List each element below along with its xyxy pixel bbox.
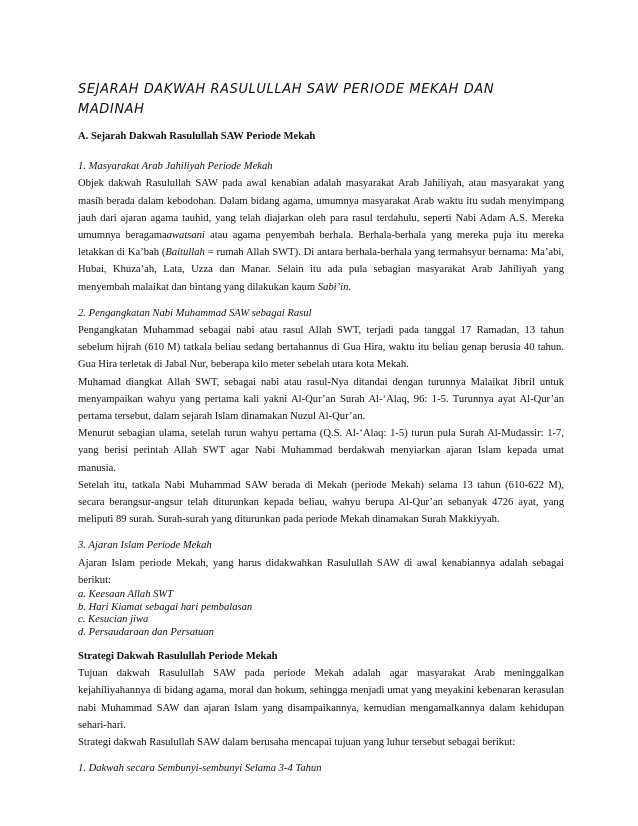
paragraph-strategi-1: Tujuan dakwah Rasulullah SAW pada periode Mekah adalah agar masyarakat Arab meninggalkan kejahiliyahannya di bidang agama, moral dan hokum, sehingga menjadi umat yang meyakini kebenaran kerasulan nabi Muhammad SAW dan ajaran Islam yang disampaikannya, kemudian mengamalkannya dalam kehidupan sehari-hari.: [78, 668, 564, 731]
text-run: Objek dakwah Rasulullah SAW pada awal kenabian adalah masyarakat Arab Jahiliyah, atau masyarakat yang masih berada dalam kebodohan. Dalam bidang agama, umumnya masyarakat Arab waktu itu sudah menyimpang jauh dari ajaran agama tauhid, yang telah diajarkan oleh para rasul terdahulu, seperti Nabi Adam A.S. Mereka umumnya beragama: [78, 178, 564, 242]
subsection-heading-4: 1. Dakwah secara Sembunyi-sembunyi Selama 3-4 Tahun: [78, 763, 322, 775]
subsection-heading-3: 3. Ajaran Islam Periode Mekah: [78, 540, 212, 552]
spacer: [78, 528, 564, 537]
list-item: d. Persaudaraan dan Persatuan: [78, 626, 214, 638]
term-baitullah: Baitullah: [165, 247, 205, 259]
term-awatsani: awatsani: [166, 230, 205, 242]
term-sabiin: Sabi’in: [317, 281, 349, 293]
paragraph-pengangkatan-1: Pengangkatan Muhammad sebagai nabi atau rasul Allah SWT, terjadi pada tanggal 17 Ramadan, 13 tahun sebelum hijrah (610 M) tatkala beliau sedang bertahannus di Gua Hira, waktu itu beliau genap berusia 40 tahun. Gua Hira terletak di Jabal Nur, beberapa kilo meter sebelah utara kota Mekah.: [78, 325, 564, 371]
document-title: SEJARAH DAKWAH RASULULLAH SAW PERIODE MEKAH DAN MADINAH: [78, 82, 495, 117]
paragraph-ajaran: Ajaran Islam periode Mekah, yang harus didakwahkan Rasulullah SAW di awal kenabiannya adalah sebagai berikut:: [78, 557, 564, 586]
text-run: .: [348, 281, 352, 293]
list-item: c. Kesucian jiwa: [78, 614, 149, 626]
spacer: [78, 751, 564, 760]
strategy-heading: Strategi Dakwah Rasulullah Periode Mekah: [78, 651, 278, 663]
paragraph-jahiliyah: [78, 175, 564, 295]
paragraph-pengangkatan-2: Muhamad diangkat Allah SWT, sebagai nabi atau rasul-Nya ditandai dengan turunnya Malaikat Jibril untuk menyampaikan wahyu yang pertama kali yakni Al-Qur’an Surah Al-‘Alaq, 96: 1-5. Turunnya ayat Al-Qur’an pertama tersebut, dalam sejarah Islam dinamakan Nuzul Al-Qur’an.: [78, 376, 564, 423]
list-item: b. Hari Kiamat sebagai hari pembalasan: [78, 601, 253, 613]
spacer: [78, 296, 564, 305]
section-heading-a: A. Sejarah Dakwah Rasulullah SAW Periode Mekah: [78, 131, 316, 142]
text-run: atau agama penyembah berhala. Berhala-berhala yang mereka puja itu mereka letakkan di Ka’bah (: [78, 230, 564, 259]
spacer: [78, 639, 564, 648]
paragraph-strategi-2: Strategi dakwah Rasulullah SAW dalam berusaha mencapai tujuan yang luhur tersebut sebagai berikut:: [78, 737, 516, 749]
subsection-heading-1: 1. Masyarakat Arab Jahiliyah Periode Mekah: [78, 161, 273, 173]
list-item: a. Keesaan Allah SWT: [78, 589, 174, 601]
paragraph-pengangkatan-3: Menurut sebagian ulama, setelah turun wahyu pertama (Q.S. Al-‘Alaq: 1-5) turun pula Surah Al-Mudassir: 1-7, yang berisi perintah Allah SWT agar Nabi Muhammad berdakwah menyiarkan ajaran Islam kepada umat manusia.: [78, 428, 564, 474]
text-run: = rumah Allah SWT). Di antara berhala-berhala yang termahsyur bernama: Ma’abi, Hubai, Khuza’ah, Lata, Uzza dan Manar. Selain itu ada pula sebagian masyarakat Arab Jahiliyah yang menyembah malaikat dan bintang yang dilakukan kaum: [78, 247, 564, 293]
subsection-heading-2: 2. Pengangkatan Nabi Muhammad SAW sebagai Rasul: [78, 307, 312, 319]
document-body: [78, 80, 564, 778]
paragraph-pengangkatan-4: Setelah itu, tatkala Nabi Muhammad SAW berada di Mekah (periode Mekah) selama 13 tahun (610-622 M), secara berangsur-angsur telah diturunkan kepada beliau, wahyu berupa Al-Qur’an sebanyak 4726 ayat, yang meliputi 89 surah. Surah-surah yang diturunkan pada periode Mekah dinamakan Surah Makkiyyah.: [78, 479, 564, 526]
